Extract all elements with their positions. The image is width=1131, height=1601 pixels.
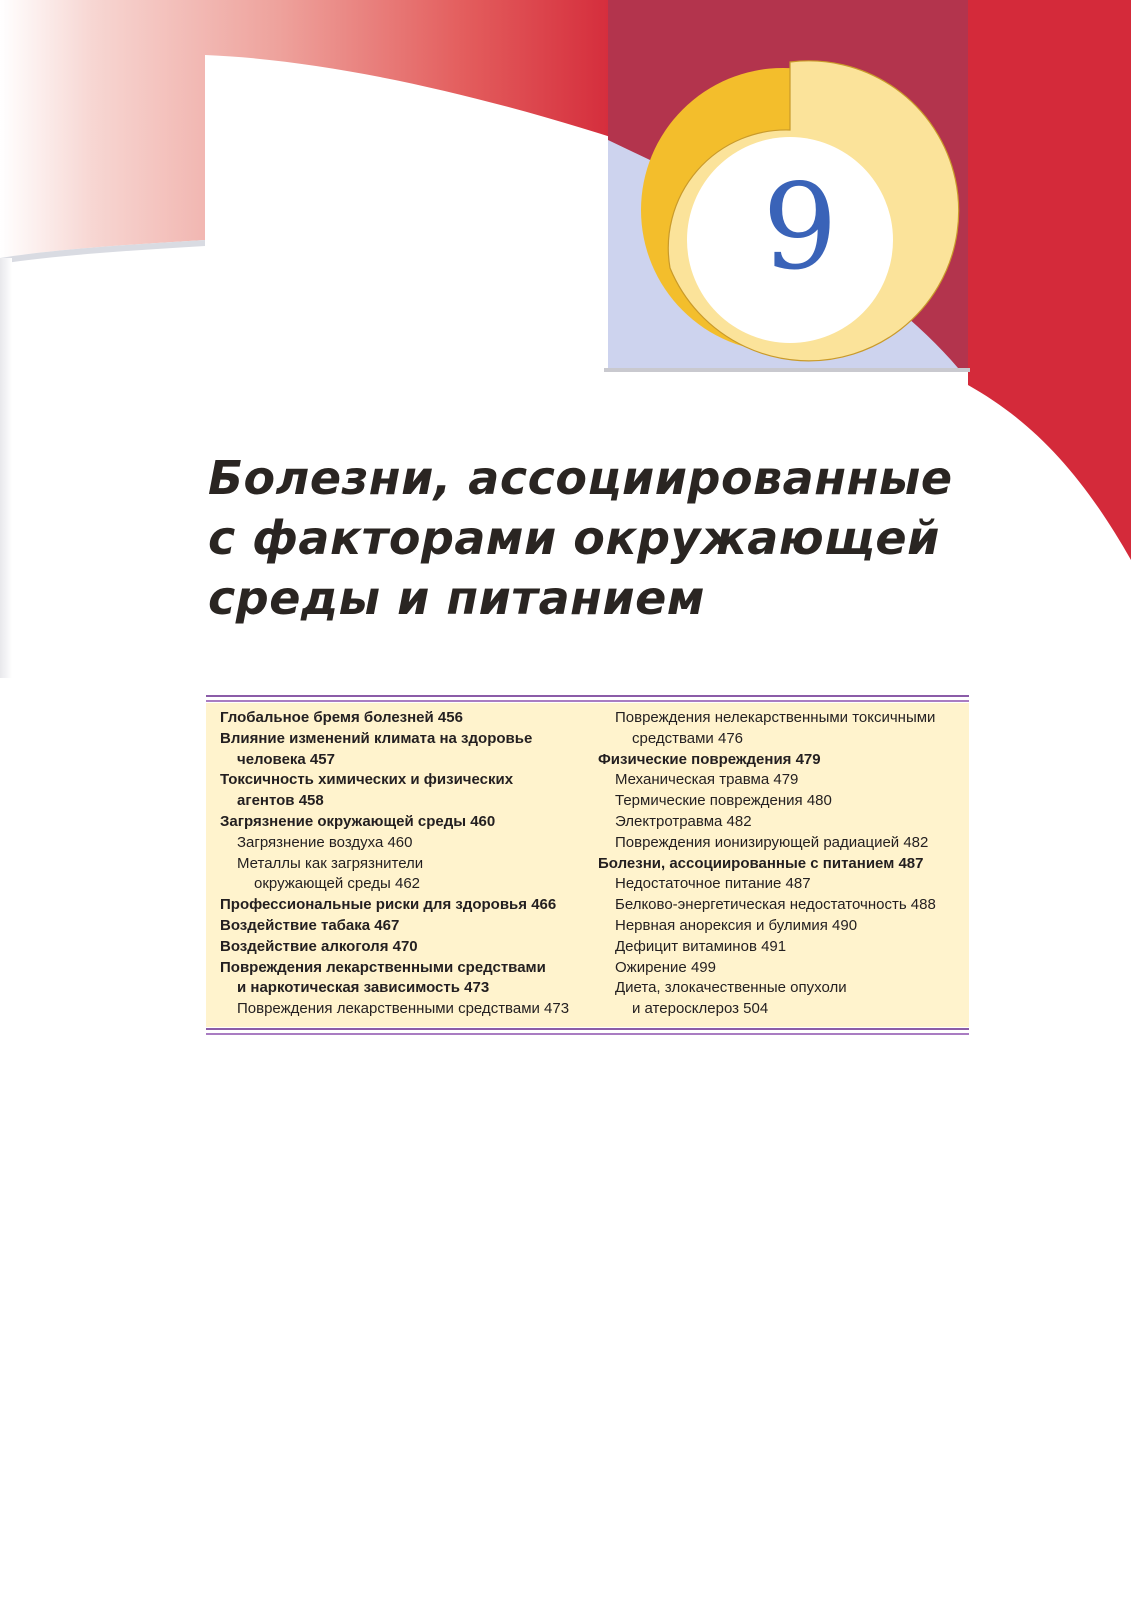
toc-subentry: Повреждения нелекарственными токсичными средствами 476 — [615, 709, 936, 747]
toc-entry: Глобальное бремя болезней 456 — [220, 709, 463, 726]
toc-entry: Воздействие табака 467 — [220, 916, 400, 934]
chapter-title-line: Болезни, ассоциированные — [208, 451, 953, 505]
toc-subentry: Повреждения ионизирующей радиацией 482 — [615, 833, 929, 851]
toc-subentry: Белково-энергетическая недостаточность 488 — [615, 896, 936, 914]
toc-subentry: Повреждения лекарственными средствами 473 — [237, 1000, 570, 1018]
toc-entry: Воздействие алкоголя 470 — [220, 937, 418, 955]
toc-subentry: Загрязнение воздуха 460 — [237, 833, 413, 851]
left-edge-shading — [0, 258, 12, 678]
toc-entry: Токсичность химических и физических агентов 458 — [220, 771, 514, 810]
toc-top-rule — [206, 695, 969, 702]
toc-entry: Физические повреждения 479 — [598, 750, 821, 768]
toc-subentry: Термические повреждения 480 — [615, 792, 832, 810]
toc-subentry: Нервная анорексия и булимия 490 — [615, 916, 858, 934]
chapter-title — [208, 448, 968, 628]
toc-entry: Профессиональные риски для здоровья 466 — [220, 896, 557, 914]
toc-subentry: Ожирение 499 — [615, 958, 716, 976]
toc-subentry: Дефицит витаминов 491 — [615, 937, 787, 955]
red-swoosh — [968, 0, 1131, 560]
toc-subentry: Механическая травма 479 — [615, 771, 799, 789]
toc-entry: Болезни, ассоциированные с питанием 487 — [598, 854, 924, 872]
toc-bottom-rule — [206, 1028, 969, 1035]
chapter-number: 9 — [762, 158, 838, 296]
chapter-title-line: среды и питанием — [208, 571, 705, 625]
toc-subentry: Диета, злокачественные опухоли и атеросклероз 504 — [615, 979, 847, 1018]
square-shadow — [604, 368, 970, 372]
toc-subentry: Электротравма 482 — [615, 812, 752, 830]
toc-entry: Загрязнение окружающей среды 460 — [220, 812, 496, 830]
toc-left-column — [220, 708, 600, 1020]
chapter-title-line: с факторами окружающей — [208, 511, 940, 565]
toc-entry: Повреждения лекарственными средствами и наркотическая зависимость 473 — [220, 958, 546, 997]
toc-subentry: Недостаточное питание 487 — [615, 875, 811, 893]
top-gradient-band — [0, 0, 620, 258]
toc-right-column — [598, 708, 963, 1020]
toc-subentry: Металлы как загрязнители окружающей среды 462 — [237, 854, 424, 893]
toc-entry: Влияние изменений климата на здоровье человека 457 — [220, 729, 533, 768]
